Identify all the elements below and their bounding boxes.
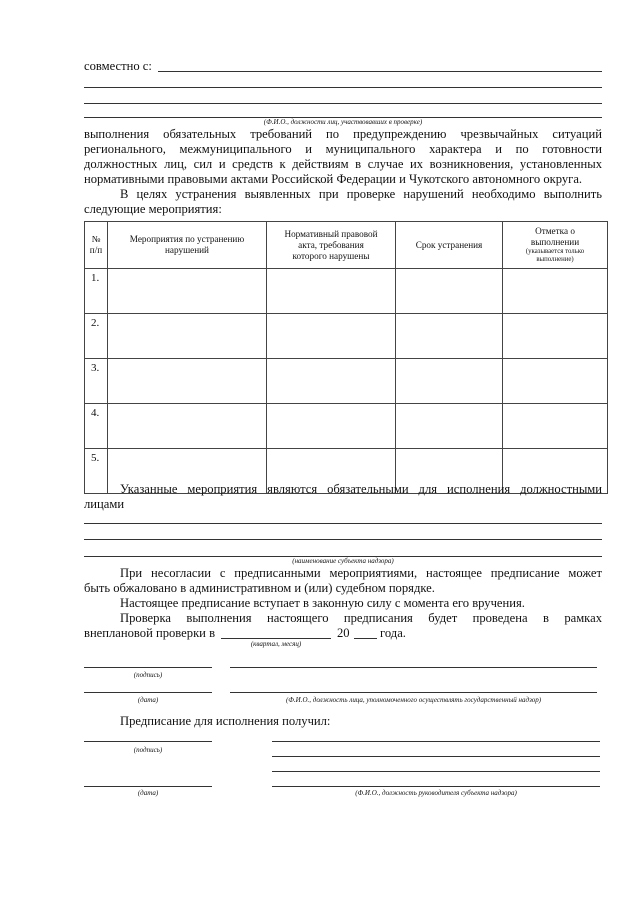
deadline-cell[interactable] — [396, 404, 503, 449]
subject-input-line-1[interactable] — [84, 523, 602, 524]
jointly-input-line-1[interactable] — [158, 71, 602, 72]
check-line-1: Проверка выполнения настоящего предписания будет проведена в рамках — [120, 611, 602, 625]
norm-cell[interactable] — [267, 359, 396, 404]
header-mark-note-l2: выполнение) — [536, 256, 574, 263]
caption-quarter: (квартал, месяц) — [250, 640, 302, 648]
jointly-input-line-3[interactable] — [84, 103, 602, 104]
purpose-line-2: следующие мероприятия: — [84, 202, 222, 216]
purpose-line-1: В целях устранения выявленных при проверке нарушений необходимо выполнить — [120, 187, 602, 201]
mark-cell[interactable] — [503, 314, 608, 359]
deadline-cell[interactable] — [396, 314, 503, 359]
table-row — [85, 314, 608, 359]
check-prefix: внеплановой проверки в — [84, 626, 216, 640]
recipient-name-line-2[interactable] — [272, 756, 600, 757]
table-row — [85, 269, 608, 314]
inspector-signature-line[interactable] — [84, 667, 212, 668]
received-label: Предписание для исполнения получил: — [120, 714, 331, 728]
mark-cell[interactable] — [503, 269, 608, 314]
caption-date: (дата) — [137, 696, 159, 704]
intro-line-3: должностных лиц, сил и средств к действиям в случае их возникновения, установленных — [84, 157, 602, 171]
appeal-line-2: быть обжаловано в административном и (или) судебном порядке. — [84, 581, 435, 595]
row-number: 1. — [85, 269, 108, 314]
header-mark-l1: Отметка о — [535, 226, 575, 236]
norm-cell[interactable] — [267, 314, 396, 359]
caption-signature: (подпись) — [133, 671, 163, 679]
deadline-cell[interactable] — [396, 359, 503, 404]
recipient-signature-line[interactable] — [84, 741, 212, 742]
header-mark-l2: выполнении — [530, 237, 580, 247]
table-row — [85, 404, 608, 449]
header-norm — [267, 222, 396, 269]
header-norm-l1: Нормативный правовой — [284, 228, 378, 239]
appeal-line-1: При несогласии с предписанными мероприятиями, настоящее предписание может — [120, 566, 602, 580]
mandatory-line-1: Указанные мероприятия являются обязательными для исполнения должностными — [120, 482, 602, 496]
header-num — [85, 222, 108, 269]
check-suffix: года. — [380, 626, 406, 640]
caption-persons: (Ф.И.О., должности лиц, участвовавших в проверке) — [263, 118, 423, 126]
check-year-prefix: 20 — [337, 626, 350, 640]
quarter-input-line[interactable] — [221, 638, 331, 639]
jointly-label: совместно с: — [84, 59, 152, 73]
intro-line-2: регионального, межмуниципального и муниципального характера и по готовности — [84, 142, 602, 156]
measure-cell[interactable] — [108, 404, 267, 449]
row-number: 3. — [85, 359, 108, 404]
caption-date-2: (дата) — [137, 789, 159, 797]
subject-input-line-2[interactable] — [84, 539, 602, 540]
header-measures — [108, 222, 267, 269]
header-norm-l2: акта, требования — [298, 239, 364, 250]
mandatory-line-2: лицами — [84, 497, 125, 511]
header-num-l2: п/п — [89, 245, 103, 255]
header-num-l1: № — [91, 234, 101, 244]
header-measures-l1: Мероприятия по устранению — [129, 234, 245, 244]
inspector-name-line[interactable] — [230, 667, 597, 668]
row-number: 2. — [85, 314, 108, 359]
measure-cell[interactable] — [108, 269, 267, 314]
header-mark-note-l1: (указывается только — [525, 248, 585, 255]
measure-cell[interactable] — [108, 314, 267, 359]
measures-table — [84, 221, 608, 494]
inspector-position-line[interactable] — [230, 692, 597, 693]
norm-cell[interactable] — [267, 269, 396, 314]
row-number: 5. — [85, 449, 108, 494]
jointly-input-line-2[interactable] — [84, 87, 602, 88]
header-deadline-text: Срок устранения — [415, 239, 483, 250]
recipient-name-line-4[interactable] — [272, 786, 600, 787]
recipient-name-line-3[interactable] — [272, 771, 600, 772]
table-row — [85, 359, 608, 404]
inspector-date-line[interactable] — [84, 692, 212, 693]
intro-last-line: нормативными правовыми актами Российской Федерации и Чукотского автономного округа. — [84, 172, 583, 186]
caption-official: (Ф.И.О., должность лица, уполномоченного осуществлять государственный надзор) — [285, 696, 542, 704]
norm-cell[interactable] — [267, 404, 396, 449]
recipient-date-line[interactable] — [84, 786, 212, 787]
mark-cell[interactable] — [503, 404, 608, 449]
caption-signature-2: (подпись) — [133, 746, 163, 754]
caption-head: (Ф.И.О., должность руководителя субъекта надзора) — [355, 789, 517, 797]
intro-line-1: выполнения обязательных требований по предупреждению чрезвычайных ситуаций — [84, 127, 602, 141]
deadline-cell[interactable] — [396, 269, 503, 314]
header-mark — [503, 222, 608, 269]
header-measures-l2: нарушений — [165, 245, 209, 255]
table-header-row — [85, 222, 608, 269]
caption-subject: (наименование субъекта надзора) — [292, 557, 394, 565]
header-deadline — [396, 222, 503, 269]
recipient-name-line-1[interactable] — [272, 741, 600, 742]
year-input-line[interactable] — [354, 638, 377, 639]
mark-cell[interactable] — [503, 359, 608, 404]
row-number: 4. — [85, 404, 108, 449]
effect-line: Настоящее предписание вступает в законную силу с момента его вручения. — [120, 596, 525, 610]
header-norm-l3: которого нарушены — [292, 250, 370, 261]
measure-cell[interactable] — [108, 359, 267, 404]
